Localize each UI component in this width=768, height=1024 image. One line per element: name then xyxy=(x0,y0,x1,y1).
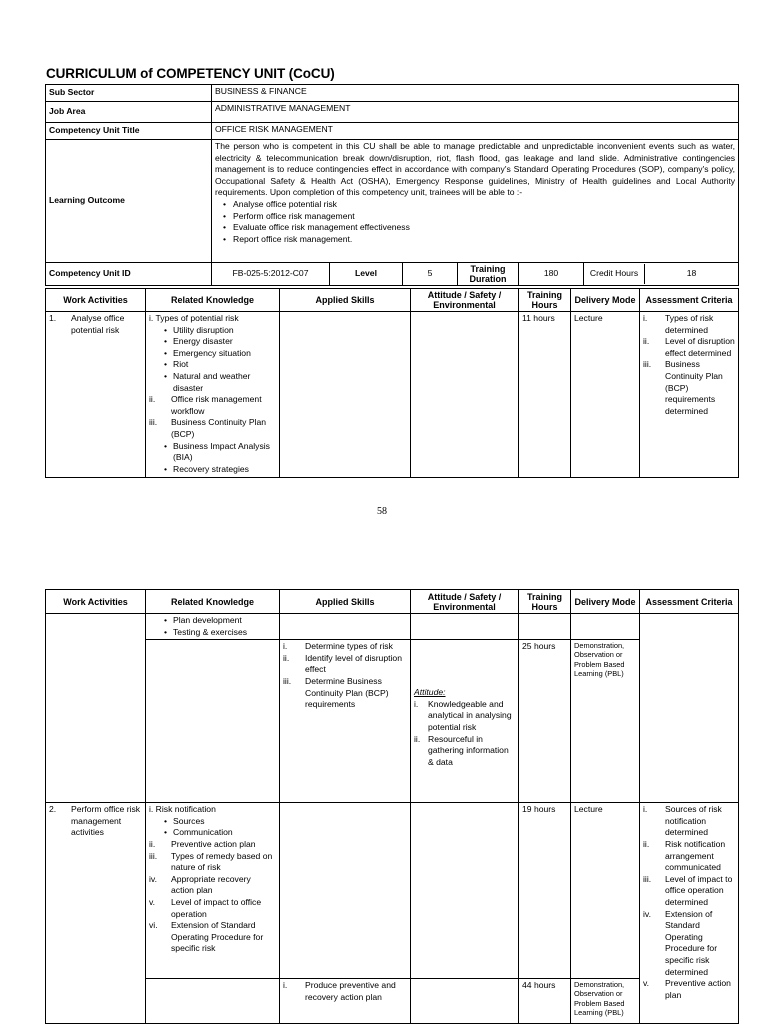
list-item: • Energy disaster xyxy=(173,336,276,348)
col-header-hours: Training Hours xyxy=(519,590,571,614)
activities-table-2 xyxy=(45,589,739,1024)
related-knowledge-cell xyxy=(146,979,280,1024)
delivery-mode-cell: Lecture xyxy=(571,803,640,979)
work-activity-cell xyxy=(46,312,146,478)
applied-skills-cell xyxy=(280,979,411,1024)
table-row xyxy=(46,640,739,803)
attitude-cell xyxy=(411,312,519,478)
col-header-delivery: Delivery Mode xyxy=(571,289,640,312)
list-item: • 1. Analyse office potential risk xyxy=(49,313,142,336)
col-header-assessment: Assessment Criteria xyxy=(640,289,739,312)
col-header-work: Work Activities xyxy=(46,590,146,614)
training-hours-cell: 44 hours xyxy=(519,979,571,1024)
col-header-delivery: Delivery Mode xyxy=(571,590,640,614)
page-title: CURRICULUM of COMPETENCY UNIT (CoCU) xyxy=(46,66,335,81)
delivery-mode-cell: Demonstration, Observation or Problem Based Learning (PBL) xyxy=(571,640,640,803)
list-item: • Recovery strategies xyxy=(173,464,276,476)
page-number: 58 xyxy=(377,506,387,517)
list-item: • ii. Office risk management workflow xyxy=(149,394,276,417)
sub-sector-label: Sub Sector xyxy=(46,85,212,102)
attitude-cell xyxy=(411,614,519,640)
credit-hours-cell xyxy=(584,263,739,286)
table-row xyxy=(46,312,739,478)
list-item: • ii. Preventive action plan xyxy=(149,839,276,851)
learning-outcome-label: Learning Outcome xyxy=(46,140,212,263)
credit-hours-label: Credit Hours xyxy=(584,264,645,284)
list-item: • vi. Extension of Standard Operating Procedure for specific risk xyxy=(149,920,276,955)
delivery-mode-cell xyxy=(571,614,640,640)
assessment-cell xyxy=(640,614,739,803)
table-row xyxy=(46,979,739,1024)
job-area-value: ADMINISTRATIVE MANAGEMENT xyxy=(212,102,739,123)
training-hours-cell: 11 hours xyxy=(519,312,571,478)
list-item: • iii. Determine Business Continuity Plan (BCP) requirements xyxy=(283,676,407,711)
applied-skills-cell xyxy=(280,312,411,478)
list-item: • Testing & exercises xyxy=(173,627,276,639)
list-item: • 2. Perform office risk management activities xyxy=(49,804,142,839)
col-header-attitude: Attitude / Safety / Environmental xyxy=(411,590,519,614)
related-knowledge-cell xyxy=(146,803,280,979)
list-item: • Perform office risk management xyxy=(233,211,735,223)
list-item: • iii. Business Continuity Plan (BCP) xyxy=(149,417,276,440)
col-header-knowledge: Related Knowledge xyxy=(146,289,280,312)
training-hours-cell xyxy=(519,614,571,640)
job-area-label: Job Area xyxy=(46,102,212,123)
activities-table-1 xyxy=(45,288,739,478)
delivery-mode-cell: Lecture xyxy=(571,312,640,478)
knowledge-item: i. Types of potential risk xyxy=(149,313,239,323)
assessment-cell xyxy=(640,803,739,1024)
list-item: • iii. Level of impact to office operation determined xyxy=(643,874,735,909)
list-item: • Riot xyxy=(173,359,276,371)
training-hours-cell: 25 hours xyxy=(519,640,571,803)
table-row xyxy=(46,614,739,640)
cu-id-label: Competency Unit ID xyxy=(46,263,212,286)
col-header-attitude: Attitude / Safety / Environmental xyxy=(411,289,519,312)
assessment-cell xyxy=(640,312,739,478)
cu-title-value: OFFICE RISK MANAGEMENT xyxy=(212,123,739,140)
list-item: • i. Determine types of risk xyxy=(283,641,407,653)
col-header-assessment: Assessment Criteria xyxy=(640,590,739,614)
knowledge-item: i. Risk notification xyxy=(149,804,216,815)
work-activity-cell xyxy=(46,614,146,803)
list-item: • ii. Identify level of disruption effect xyxy=(283,653,407,676)
applied-skills-cell xyxy=(280,614,411,640)
list-item: • iv. Extension of Standard Operating Procedure for specific risk determined xyxy=(643,909,735,979)
list-item: • iii. Business Continuity Plan (BCP) requirements determined xyxy=(643,359,735,417)
related-knowledge-cell xyxy=(146,312,280,478)
list-item: • v. Level of impact to office operation xyxy=(149,897,276,920)
list-item: • Emergency situation xyxy=(173,348,276,360)
list-item: • i. Knowledgeable and analytical in analysing potential risk xyxy=(414,699,515,734)
list-item: • Analyse office potential risk xyxy=(233,199,735,211)
list-item: • Evaluate office risk management effectiveness xyxy=(233,222,735,234)
col-header-skills: Applied Skills xyxy=(280,590,411,614)
learning-outcome-cell xyxy=(212,140,739,263)
sub-sector-value: BUSINESS & FINANCE xyxy=(212,85,739,102)
cu-id-value: FB-025-5:2012-C07 xyxy=(212,263,330,286)
list-item: • i. Produce preventive and recovery action plan xyxy=(283,980,407,1003)
training-hours-cell: 19 hours xyxy=(519,803,571,979)
cu-title-label: Competency Unit Title xyxy=(46,123,212,140)
level-value: 5 xyxy=(403,263,458,286)
list-item: • iv. Appropriate recovery action plan xyxy=(149,874,276,897)
applied-skills-cell xyxy=(280,640,411,803)
delivery-mode-cell: Demonstration, Observation or Problem Based Learning (PBL) xyxy=(571,979,640,1024)
col-header-knowledge: Related Knowledge xyxy=(146,590,280,614)
list-item: • Communication xyxy=(173,827,276,839)
col-header-hours: Training Hours xyxy=(519,289,571,312)
learning-outcome-text: The person who is competent in this CU shall be able to manage predictable and unpredictable inconvenient events such as water, electricity & telecommunication break down/disruption, riot, flash flood, gas leakage and land slide. Administrative contingencies management is to reduce contingencies effect in accordance with company's Standard Operating Procedures (SOP), company's policy, Occupational Safety & Health Act (OSHA), Emergency Response guidelines, Ministry of Health guidelines and Local Authority requirements. Upon completion of this competency unit, trainees will be able to :- xyxy=(215,141,736,198)
list-item: • i. Sources of risk notification determined xyxy=(643,804,735,839)
attitude-cell xyxy=(411,803,519,979)
training-duration-value: 180 xyxy=(519,263,584,286)
learning-outcome-list xyxy=(215,199,735,245)
list-item: • ii. Level of disruption effect determined xyxy=(643,336,735,359)
list-item: • iii. Types of remedy based on nature of risk xyxy=(149,851,276,874)
table-row xyxy=(46,803,739,979)
attitude-cell xyxy=(411,640,519,803)
list-item: • ii. Risk notification arrangement communicated xyxy=(643,839,735,874)
related-knowledge-cell xyxy=(146,614,280,640)
list-item: • Sources xyxy=(173,816,276,828)
list-item: • i. Types of risk determined xyxy=(643,313,735,336)
related-knowledge-cell xyxy=(146,640,280,803)
list-item: • Natural and weather disaster xyxy=(173,371,276,394)
list-item: • ii. Resourceful in gathering information & data xyxy=(414,734,515,769)
credit-hours-value: 18 xyxy=(686,268,697,279)
work-activity-cell xyxy=(46,803,146,1024)
col-header-skills: Applied Skills xyxy=(280,289,411,312)
list-item: • Report office risk management. xyxy=(233,234,735,246)
cu-info-table xyxy=(45,84,739,286)
applied-skills-cell xyxy=(280,803,411,979)
training-duration-label: Training Duration xyxy=(458,263,519,286)
attitude-label: Attitude: xyxy=(414,687,446,698)
list-item: • Business Impact Analysis (BIA) xyxy=(173,441,276,464)
list-item: • v. Preventive action plan xyxy=(643,978,735,1001)
col-header-work: Work Activities xyxy=(46,289,146,312)
attitude-cell xyxy=(411,979,519,1024)
list-item: • Utility disruption xyxy=(173,325,276,337)
list-item: • Plan development xyxy=(173,615,276,627)
level-label: Level xyxy=(330,263,403,286)
